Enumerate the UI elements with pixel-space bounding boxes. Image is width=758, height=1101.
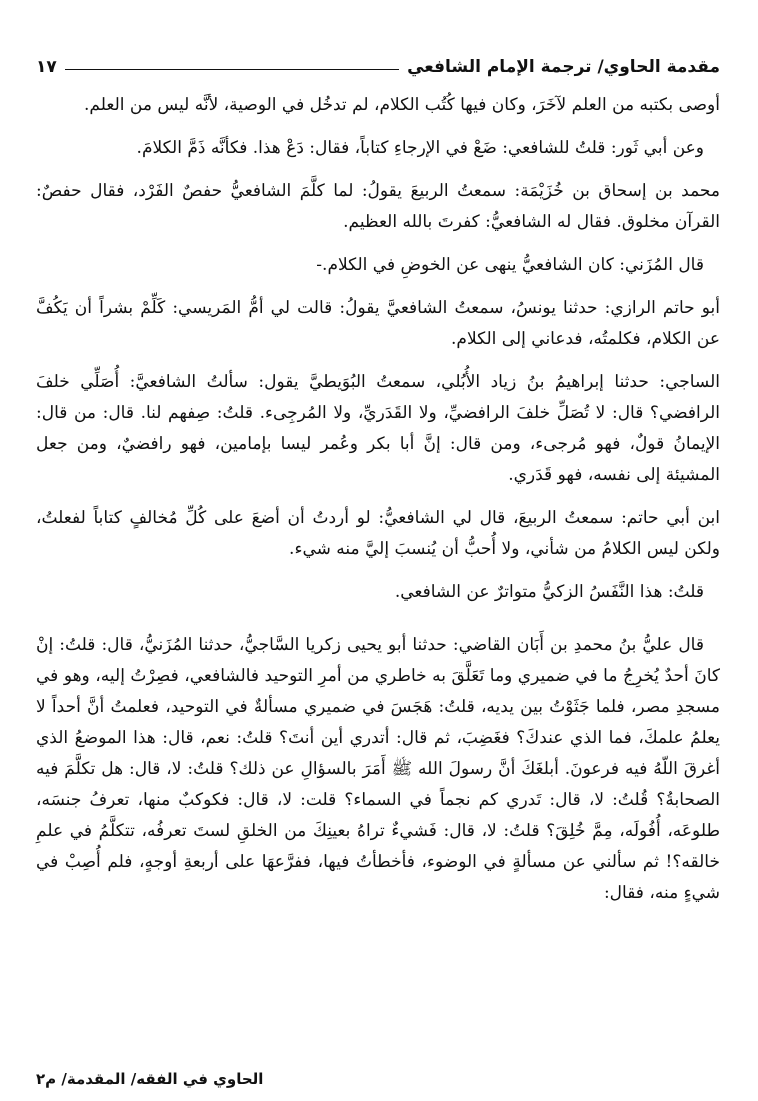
paragraph: محمد بن إسحاق بن خُزَيْمَة: سمعتُ الربيعَ يقولُ: لما كلَّمَ الشافعيُّ حفصٌ الفَرْد، فقال حفصٌ: القرآن مخلوق. فقال له الشافعيُّ: كفرتَ بالله العظيم. <box>36 181 720 232</box>
page-number: ١٧ <box>36 57 57 77</box>
paragraph: أبو حاتم الرازي: حدثنا يونسُ، سمعتُ الشافعيَّ يقولُ: قالت لي أمُّ المَريسي: كَلِّمْ بشراً أن يَكُفَّ عن الكلام، فكلمتُه، فدعاني إلى الكلام. <box>36 298 720 349</box>
book-page <box>36 52 720 1092</box>
paragraph: الساجي: حدثنا إبراهيمُ بنُ زياد الأُبُلي، سمعتُ البُوَيطيَّ يقول: سألتُ الشافعيَّ: أُصَلِّي خلفَ الرافضي؟ قال: لا تُصَلِّ خلفَ الرافضيِّ، ولا القَدَريِّ، ولا المُرجِىء. قلتُ: صِفهم لنا. قال: من قال: الإيمانُ قولٌ، فهو مُرجىء، ومن قال: إنَّ أبا بكر وعُمر ليسا بإمامين، فهو رافضيٌ، ومن جعل المشيئة إلى نفسه، فهو قَدَري. <box>36 372 720 485</box>
paragraph: قال المُزَني: كان الشافعيُّ ينهى عن الخوضِ في الكلام.- <box>316 255 704 275</box>
header-title: مقدمة الحاوي/ ترجمة الإمام الشافعي <box>407 57 720 77</box>
footer-text: الحاوي في الفقه/ المقدمة/ م٢ <box>36 1070 264 1088</box>
paragraph: قلتُ: هذا النَّفَسُ الزكيُّ متواترٌ عن الشافعي. <box>394 582 704 602</box>
paragraph: وعن أبي ثَور: قلتُ للشافعي: ضَعْ في الإرجاءِ كتاباً، فقال: دَعْ هذا. فكأنَّه ذَمَّ الكلامَ. <box>136 138 704 158</box>
header-rule <box>65 69 399 70</box>
paragraph: أوصى بكتبه من العلم لآخَرَ، وكان فيها كُتُب الكلام، لم تدخُل في الوصية، لأنَّه ليس من العلم. <box>84 95 720 115</box>
page-body <box>36 90 720 909</box>
running-header <box>36 52 720 82</box>
page-footer <box>36 1066 720 1092</box>
paragraph: قال عليُّ بنُ محمدِ بن أَبَان القاضي: حدثنا أبو يحيى زكريا السَّاجيُّ، حدثنا المُزَنيُّ، قال: قلتُ: إنْ كانَ أحدٌ يُخرِجُ ما في ضميري وما تَعَلَّقَ به خاطري من أمرِ التوحيد فالشافعي، فصِرْتُ إليه، وهو في مسجدِ مصر، فلما جَثَوْتُ بين يديه، قلتُ: هَجَسَ في ضميري مسألةٌ في التوحيد، فعلمتُ أنَّ أحداً لا يعلمُ علمكَ، فما الذي عندكَ؟ فغَضِبَ، ثم قال: أتدري أين أنتَ؟ قلتُ: نعم، قال: هذا الموضعُ الذي أغرقَ اللّهُ فيه فرعونَ. أبلغَكَ أنَّ رسولَ الله ﷺ أَمَرَ بالسؤالِ عن ذلك؟ قلتُ: لا، قال: هل تكلَّمَ فيه الصحابةُ؟ قُلتُ: لا، قال: تَدري كم نجماً في السماء؟ قلت: لا، قال: فكوكبٌ منها، تعرفُ جنسَه، طلوعَه، أُفُولَه، مِمَّ خُلِقَ؟ قلتُ: لا، قال: فَشيءٌ تراهُ بعينِكَ من الخلقِ لستَ تعرفُه، تتكلَّمُ في علمِ خالقه؟! ثم سألني عن مسألةٍ في الوضوء، فأخطأتُ فيها، ففرَّعهَا على أربعةِ أوجهٍ، فلم أُصِبْ في شيءٍ منه، فقال: <box>36 635 720 903</box>
paragraph: ابن أبي حاتم: سمعتُ الربيعَ، قال لي الشافعيُّ: لو أردتُ أن أضعَ على كُلِّ مُخالفٍ كتاباً لفعلتُ، ولكن ليس الكلامُ من شأني، ولا أُحبُّ أن يُنسبَ إليَّ منه شيء. <box>36 508 720 559</box>
